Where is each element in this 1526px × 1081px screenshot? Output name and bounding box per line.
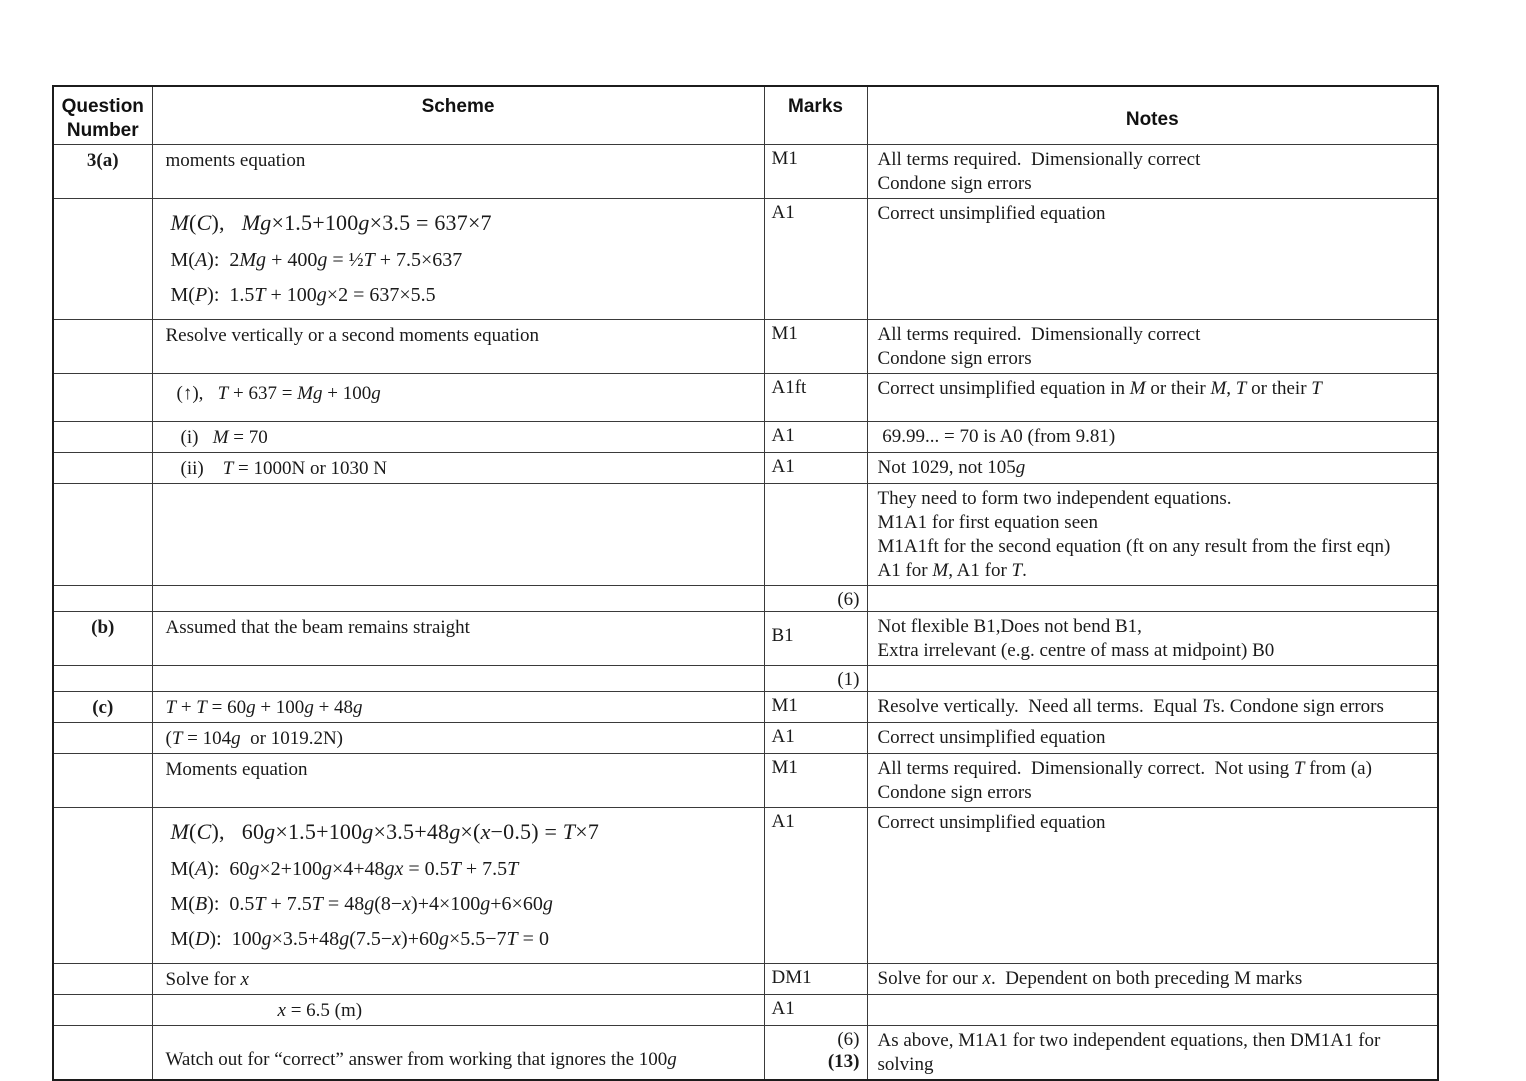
table-row [53,666,1438,692]
question-number-cell [53,964,152,995]
question-number-cell [53,995,152,1026]
scheme-cell [152,145,764,199]
note-line: Correct unsimplified equation in M or their M, T or their T [877,378,1322,399]
note-line: Correct unsimplified equation [877,812,1106,833]
question-number-cell: 3(a) [53,145,152,199]
question-number-cell [53,374,152,422]
notes-cell [867,964,1438,995]
table-row [53,320,1438,374]
marks-cell: A1 [764,995,867,1026]
equation-line: x = 6.5 (m) [277,1000,363,1021]
equation-line: T + T = 60g + 100g + 48g [165,697,363,718]
equation-line: M(P): 1.5T + 100g×2 = 637×5.5 [170,284,436,306]
scheme-cell [152,374,764,422]
scheme-cell [152,692,764,723]
table-row [53,1026,1438,1081]
table-row [53,692,1438,723]
note-line: All terms required. Dimensionally correct [877,149,1201,170]
table-row [53,995,1438,1026]
scheme-cell [152,723,764,754]
equation-line: (i) M = 70 [180,427,268,448]
marks-cell [764,484,867,586]
note-line: Condone sign errors [877,782,1032,803]
marks-cell: M1 [764,692,867,723]
note-line: Condone sign errors [877,173,1032,194]
scheme-cell [152,484,764,586]
scheme-cell [152,754,764,808]
scheme-text: Resolve vertically or a second moments equation [165,325,540,346]
notes-cell [867,320,1438,374]
equation-line: M(A): 60g×2+100g×4+48gx = 0.5T + 7.5T [170,858,519,880]
scheme-cell [152,320,764,374]
note-line: Solve for our x. Dependent on both preceding M marks [877,968,1303,989]
scheme-cell [152,612,764,666]
table-row [53,964,1438,995]
header-marks: Marks [764,86,867,145]
notes-cell [867,995,1438,1026]
notes-cell [867,723,1438,754]
question-number-cell [53,453,152,484]
table-row [53,723,1438,754]
notes-cell [867,145,1438,199]
scheme-text: moments equation [165,150,306,171]
note-line: Condone sign errors [877,348,1032,369]
header-notes: Notes [867,86,1438,145]
marks-subtotal: (6) [837,1029,860,1050]
scheme-cell [152,964,764,995]
note-line: They need to form two independent equations. [877,488,1232,509]
marks-cell: A1ft [764,374,867,422]
question-number-cell [53,723,152,754]
notes-cell [867,199,1438,320]
scheme-text: Moments equation [165,759,308,780]
note-line: As above, M1A1 for two independent equations, then DM1A1 for solving [877,1030,1386,1075]
marks-cell [764,1026,867,1081]
equation-line: (ii) T = 1000N or 1030 N [180,458,388,479]
notes-cell [867,692,1438,723]
marks-cell: M1 [764,754,867,808]
note-line: Not 1029, not 105g [877,457,1026,478]
notes-cell [867,453,1438,484]
question-number-cell [53,586,152,612]
notes-cell [867,586,1438,612]
equation-line: M(C), Mg×1.5+100g×3.5 = 637×7 [170,210,492,235]
note-line: Extra irrelevant (e.g. centre of mass at midpoint) B0 [877,640,1275,661]
table-row [53,754,1438,808]
marks-cell: A1 [764,723,867,754]
question-number-cell [53,754,152,808]
scheme-cell [152,199,764,320]
scheme-cell [152,1026,764,1081]
header-row [53,86,1438,145]
scheme-text: Solve for x [165,969,249,990]
marks-cell: DM1 [764,964,867,995]
notes-cell [867,754,1438,808]
marks-total: (13) [827,1051,860,1072]
note-line: 69.99... = 70 is A0 (from 9.81) [877,426,1116,447]
scheme-cell [152,666,764,692]
note-line: M1A1 for first equation seen [877,512,1099,533]
equation-line: M(C), 60g×1.5+100g×3.5+48g×(x−0.5) = T×7 [170,819,600,844]
scheme-cell [152,453,764,484]
equation-line: (↑), T + 637 = Mg + 100g [176,383,381,404]
question-number-cell: (b) [53,612,152,666]
scheme-cell [152,808,764,964]
table-row [53,586,1438,612]
notes-cell [867,666,1438,692]
scheme-text: Watch out for “correct” answer from working that ignores the 100g [165,1049,677,1070]
note-line: All terms required. Dimensionally correct [877,324,1201,345]
question-number-cell [53,320,152,374]
table-row [53,484,1438,586]
marks-subtotal-cell: (1) [764,666,867,692]
scheme-cell [152,586,764,612]
question-number-cell [53,808,152,964]
marks-cell: A1 [764,808,867,964]
note-line: A1 for M, A1 for T. [877,560,1027,581]
equation-line: M(A): 2Mg + 400g = ½T + 7.5×637 [170,249,463,271]
notes-cell [867,808,1438,964]
equation-line: M(B): 0.5T + 7.5T = 48g(8−x)+4×100g+6×60g [170,893,553,915]
question-number-cell [53,484,152,586]
header-question-number: Question Number [53,86,152,145]
header-scheme: Scheme [152,86,764,145]
note-line: Correct unsimplified equation [877,203,1106,224]
notes-cell [867,422,1438,453]
question-number-cell [53,422,152,453]
marks-cell: M1 [764,320,867,374]
table-row [53,422,1438,453]
note-line: Correct unsimplified equation [877,727,1106,748]
table-row [53,374,1438,422]
marks-cell: A1 [764,422,867,453]
note-line: Not flexible B1,Does not bend B1, [877,616,1142,637]
question-number-cell [53,1026,152,1081]
notes-cell [867,484,1438,586]
table-row [53,453,1438,484]
table-row [53,199,1438,320]
note-line: M1A1ft for the second equation (ft on any result from the first eqn) [877,536,1391,557]
marks-cell: A1 [764,199,867,320]
equation-line: (T = 104g or 1019.2N) [165,728,344,749]
marks-subtotal-cell: (6) [764,586,867,612]
question-number-cell [53,199,152,320]
scheme-cell [152,995,764,1026]
marks-cell: A1 [764,453,867,484]
scheme-text: Assumed that the beam remains straight [165,617,470,638]
marks-cell: B1 [764,612,867,666]
notes-cell [867,374,1438,422]
scheme-cell [152,422,764,453]
marks-cell: M1 [764,145,867,199]
notes-cell [867,1026,1438,1081]
notes-cell [867,612,1438,666]
table-row [53,145,1438,199]
equation-line: M(D): 100g×3.5+48g(7.5−x)+60g×5.5−7T = 0 [170,928,549,950]
table-row [53,808,1438,964]
question-number-cell: (c) [53,692,152,723]
mark-scheme-table [52,85,1439,1081]
note-line: Resolve vertically. Need all terms. Equal Ts. Condone sign errors [877,696,1384,717]
note-line: All terms required. Dimensionally correct. Not using T from (a) [877,758,1372,779]
table-row [53,612,1438,666]
question-number-cell [53,666,152,692]
